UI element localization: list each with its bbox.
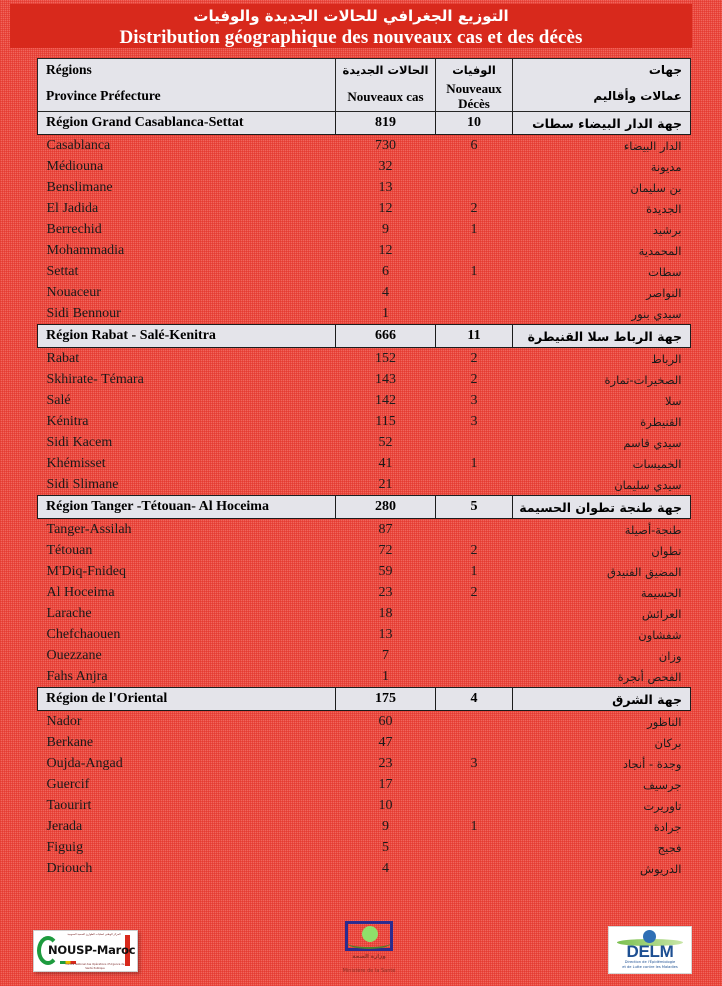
province-new-deaths: 2 (470, 371, 478, 387)
province-new-cases: 152 (375, 350, 396, 366)
province-name-arabic: المحمدية (638, 243, 682, 258)
province-name-french: Rabat (46, 350, 80, 366)
province-name-french: Casablanca (46, 137, 111, 153)
ministry-of-health-logo (337, 918, 401, 980)
province-name-french: Benslimane (46, 179, 113, 195)
province-name-arabic: القنيطرة (640, 414, 682, 429)
province-name-french: Fahs Anjra (46, 668, 108, 684)
province-name-arabic: الناظور (647, 714, 682, 729)
province-new-deaths (436, 303, 513, 325)
ministry-sun-icon (362, 926, 378, 942)
province-name-french: Kénitra (46, 413, 89, 429)
province-name-french: Médiouna (46, 158, 104, 174)
province-new-cases: 10 (378, 797, 393, 813)
province-new-cases: 59 (378, 563, 393, 579)
province-name-arabic: الدريوش (640, 861, 682, 876)
province-new-deaths (436, 474, 513, 496)
region-new-deaths: 5 (436, 496, 513, 519)
province-name-french: Figuig (46, 839, 84, 855)
province-name-french: Tanger-Assilah (46, 521, 132, 537)
province-new-cases: 9 (382, 818, 389, 834)
province-new-cases: 115 (375, 413, 396, 429)
province-name-french: Jerada (46, 818, 83, 834)
province-new-deaths (436, 711, 513, 733)
province-new-deaths (436, 774, 513, 795)
province-new-deaths (436, 282, 513, 303)
province-new-cases: 41 (378, 455, 393, 471)
province-new-cases: 52 (378, 434, 393, 450)
province-row[interactable] (38, 411, 691, 432)
province-row[interactable] (38, 348, 691, 370)
region-new-cases: 280 (336, 496, 436, 519)
province-name-french: Sidi Bennour (46, 305, 121, 321)
province-row[interactable] (38, 624, 691, 645)
province-new-cases: 18 (378, 605, 393, 621)
province-new-deaths (436, 432, 513, 453)
province-row[interactable] (38, 474, 691, 496)
province-name-french: Nouaceur (46, 284, 101, 300)
nousp-logo-text: NOUSP-Maroc (48, 943, 136, 957)
province-row[interactable] (38, 837, 691, 858)
province-name-arabic: سلا (665, 393, 682, 408)
province-row[interactable] (38, 795, 691, 816)
region-name-french: Région Grand Casablanca-Settat (38, 112, 336, 135)
province-new-cases: 6 (382, 263, 389, 279)
province-name-arabic: الصخيرات-تمارة (604, 372, 682, 387)
province-row[interactable] (38, 219, 691, 240)
province-name-french: Sidi Kacem (46, 434, 113, 450)
province-name-arabic: الجديدة (646, 201, 682, 216)
province-new-cases: 1 (382, 668, 389, 684)
region-summary-row[interactable] (38, 325, 691, 348)
delm-subtitle (609, 960, 691, 970)
province-name-french: Skhirate- Témara (46, 371, 144, 387)
province-row[interactable] (38, 240, 691, 261)
province-name-french: Nador (46, 713, 82, 729)
province-row[interactable] (38, 582, 691, 603)
province-new-deaths (436, 240, 513, 261)
province-new-cases: 23 (378, 584, 393, 600)
province-new-cases: 47 (378, 734, 393, 750)
province-row[interactable] (38, 198, 691, 219)
province-new-deaths: 1 (470, 455, 478, 471)
province-new-cases: 7 (382, 647, 389, 663)
province-name-arabic: بن سليمان (630, 180, 682, 195)
banner-title-french: Distribution géographique des nouveaux cas et des décès (119, 27, 583, 48)
province-name-french: Larache (46, 605, 92, 621)
header-province-prefecture-label: Province Préfecture (38, 81, 336, 112)
province-new-cases: 23 (378, 755, 393, 771)
header-regions-arabic: جهات (513, 59, 691, 82)
region-name-arabic: جهة الشرق (513, 688, 691, 711)
province-row[interactable] (38, 432, 691, 453)
province-name-french: Guercif (46, 776, 90, 792)
delm-subtitle-line1: Direction de l'Épidémiologie (624, 960, 676, 964)
province-new-deaths: 3 (470, 392, 478, 408)
province-new-deaths (436, 732, 513, 753)
province-name-french: Al Hoceima (46, 584, 115, 600)
province-new-cases: 730 (375, 137, 396, 153)
province-new-deaths (436, 519, 513, 541)
province-new-deaths: 2 (470, 584, 478, 600)
region-new-deaths: 11 (436, 325, 513, 348)
region-new-cases: 666 (336, 325, 436, 348)
province-name-arabic: سطات (648, 264, 682, 279)
delm-subtitle-line2: et de Lutte contre les Maladies (622, 965, 678, 969)
province-name-arabic: الحسيمة (640, 585, 682, 600)
province-new-deaths (436, 858, 513, 879)
ministry-name-french: Ministère de la Santé (342, 968, 396, 974)
table-header-row-bottom (38, 81, 691, 112)
province-name-french: Ouezzane (46, 647, 102, 663)
header-new-deaths-french: Nouveaux Décès (436, 81, 513, 112)
province-name-arabic: الدار البيضاء (623, 138, 682, 153)
header-deaths-arabic: الوفيات (436, 59, 513, 82)
header-new-cases-french: Nouveaux cas (336, 81, 436, 112)
province-name-arabic: وجدة - أنجاد (622, 756, 682, 771)
province-name-arabic: جرادة (653, 819, 682, 834)
province-name-french: Salé (46, 392, 71, 408)
province-name-arabic: سيدي سليمان (614, 477, 682, 492)
province-new-deaths: 1 (470, 563, 478, 579)
province-name-french: Driouch (46, 860, 93, 876)
province-name-arabic: سيدي قاسم (623, 435, 682, 450)
province-name-arabic: طنجة-أصيلة (624, 522, 682, 537)
province-row[interactable] (38, 732, 691, 753)
banner-title-arabic: التوزيع الجغرافي للحالات الجديدة والوفيات (193, 7, 509, 25)
table-header-row-top (38, 59, 691, 82)
province-name-arabic: بركان (654, 735, 682, 750)
province-new-cases: 9 (382, 221, 389, 237)
province-row[interactable] (38, 282, 691, 303)
province-row[interactable] (38, 453, 691, 474)
province-name-arabic: مديونة (650, 159, 682, 174)
province-name-french: Sidi Slimane (46, 476, 119, 492)
province-row[interactable] (38, 645, 691, 666)
province-row[interactable] (38, 390, 691, 411)
province-new-deaths: 2 (470, 200, 478, 216)
nousp-maroc-logo (33, 930, 138, 972)
province-new-cases: 72 (378, 542, 393, 558)
province-row[interactable] (38, 711, 691, 733)
province-name-arabic: المضيق الفنيدق (607, 564, 682, 579)
region-name-french: Région Rabat - Salé-Kenitra (38, 325, 336, 348)
header-new-cases-arabic: الحالات الجديدة (336, 59, 436, 82)
province-name-french: Oujda-Angad (46, 755, 123, 771)
province-row[interactable] (38, 774, 691, 795)
distribution-table-body (38, 59, 691, 880)
province-row[interactable] (38, 666, 691, 688)
province-row[interactable] (38, 303, 691, 325)
region-name-arabic: جهة الدار البيضاء سطات (513, 112, 691, 135)
region-summary-row[interactable] (38, 688, 691, 711)
province-name-french: Khémisset (46, 455, 106, 471)
province-name-arabic: الخميسات (632, 456, 682, 471)
province-name-arabic: سيدي بنور (631, 306, 682, 321)
region-summary-row[interactable] (38, 496, 691, 519)
province-row[interactable] (38, 753, 691, 774)
footer-logos (0, 900, 722, 986)
distribution-table-container (37, 58, 690, 879)
province-new-deaths: 2 (470, 542, 478, 558)
nousp-tagline-french: Centre National des Opérations d'Urgence de Santé Publique (65, 963, 125, 970)
province-new-deaths: 1 (470, 263, 478, 279)
province-name-french: Mohammadia (46, 242, 125, 258)
province-row[interactable] (38, 156, 691, 177)
province-name-arabic: شفشاون (638, 627, 682, 642)
province-new-deaths (436, 837, 513, 858)
province-new-cases: 12 (378, 242, 393, 258)
province-name-arabic: جرسيف (643, 777, 682, 792)
province-new-deaths: 3 (470, 413, 478, 429)
province-new-deaths (436, 603, 513, 624)
province-new-deaths: 2 (470, 350, 478, 366)
province-new-deaths (436, 645, 513, 666)
province-name-french: Berkane (46, 734, 94, 750)
distribution-table (37, 58, 691, 879)
province-name-arabic: تاوريرت (643, 798, 682, 813)
region-new-cases: 175 (336, 688, 436, 711)
province-name-french: Tétouan (46, 542, 93, 558)
province-name-arabic: النواصر (646, 285, 682, 300)
province-new-cases: 87 (378, 521, 393, 537)
province-row[interactable] (38, 816, 691, 837)
province-new-cases: 32 (378, 158, 393, 174)
header-prefectures-arabic: عمالات وأقاليم (513, 81, 691, 112)
province-new-cases: 17 (378, 776, 393, 792)
province-new-cases: 4 (382, 284, 389, 300)
province-new-deaths (436, 156, 513, 177)
province-new-cases: 5 (382, 839, 389, 855)
province-new-cases: 13 (378, 179, 393, 195)
province-name-french: Berrechid (46, 221, 102, 237)
province-new-cases: 1 (382, 305, 389, 321)
province-row[interactable] (38, 603, 691, 624)
region-name-arabic: جهة الرباط سلا القنيطرة (513, 325, 691, 348)
region-name-arabic: جهة طنجة تطوان الحسيمة (513, 496, 691, 519)
region-new-deaths: 4 (436, 688, 513, 711)
page-header-banner (10, 4, 692, 48)
province-new-deaths (436, 177, 513, 198)
province-name-arabic: برشيد (652, 222, 682, 237)
province-new-cases: 143 (375, 371, 396, 387)
province-new-deaths: 1 (470, 221, 478, 237)
province-row[interactable] (38, 177, 691, 198)
region-name-french: Région de l'Oriental (38, 688, 336, 711)
region-new-cases: 819 (336, 112, 436, 135)
region-summary-row[interactable] (38, 112, 691, 135)
region-new-deaths: 10 (436, 112, 513, 135)
province-name-arabic: العرائش (641, 606, 682, 621)
province-row[interactable] (38, 135, 691, 157)
ministry-name-arabic: وزارة الصحة (352, 954, 386, 960)
province-name-arabic: وزان (658, 648, 682, 663)
province-new-deaths (436, 624, 513, 645)
province-name-french: M'Diq-Fnideq (46, 563, 127, 579)
province-name-arabic: الرباط (651, 351, 682, 366)
delm-logo (608, 926, 692, 974)
province-name-french: Chefchaouen (46, 626, 121, 642)
province-new-deaths: 6 (470, 137, 478, 153)
province-name-arabic: الفحص أنجرة (617, 669, 682, 684)
nousp-tagline-arabic: المركز الوطني لعمليات الطوارئ الصحية العمومية (67, 933, 121, 936)
delm-logo-text: DELM (626, 942, 674, 961)
province-name-arabic: فجيج (657, 840, 682, 855)
province-new-deaths (436, 666, 513, 688)
province-new-deaths: 1 (470, 818, 478, 834)
province-name-french: El Jadida (46, 200, 99, 216)
header-regions-label: Régions (38, 59, 336, 82)
province-new-cases: 142 (375, 392, 396, 408)
province-new-cases: 60 (378, 713, 393, 729)
province-new-cases: 13 (378, 626, 393, 642)
province-row[interactable] (38, 369, 691, 390)
province-row[interactable] (38, 261, 691, 282)
province-row[interactable] (38, 858, 691, 879)
province-new-cases: 12 (378, 200, 393, 216)
region-name-french: Région Tanger -Tétouan- Al Hoceima (38, 496, 336, 519)
province-name-french: Settat (46, 263, 79, 279)
province-name-french: Taourirt (46, 797, 92, 813)
province-row[interactable] (38, 519, 691, 541)
province-new-deaths: 3 (470, 755, 478, 771)
province-new-deaths (436, 795, 513, 816)
province-row[interactable] (38, 540, 691, 561)
province-name-arabic: تطوان (651, 543, 682, 558)
province-row[interactable] (38, 561, 691, 582)
province-new-cases: 4 (382, 860, 389, 876)
province-new-cases: 21 (378, 476, 393, 492)
